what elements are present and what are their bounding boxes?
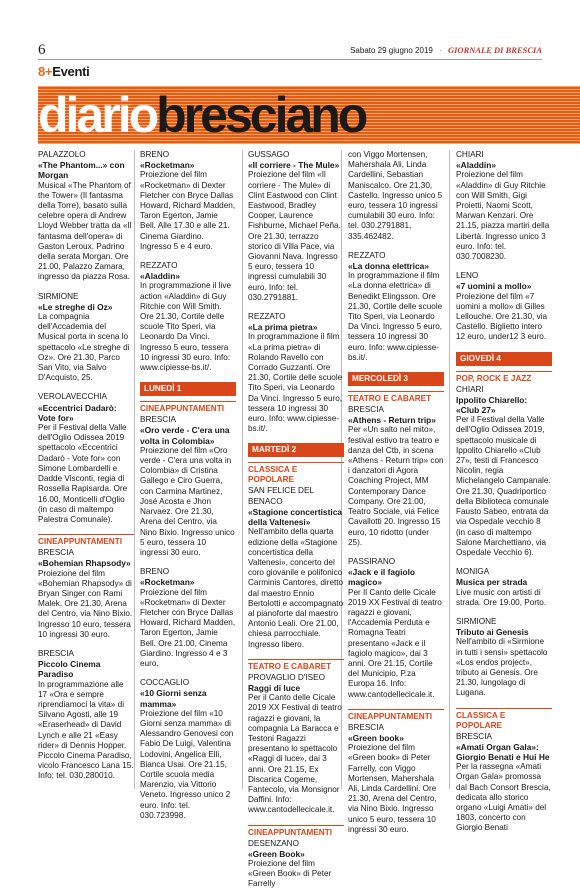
- listings-columns: [38, 150, 580, 889]
- event-location: MONIGA: [456, 567, 490, 577]
- event-listing: [140, 567, 236, 669]
- event-listing: [38, 392, 134, 525]
- event-description: Proiezione del film «Green book» di Peter Farrelly, con Viggo Mortensen, Mahershala Ali, Linda Cardellini. Ore 21.30, Arena del Centro, via Nino Bixio. Ingresso unico 5 euro, tessera 10 ingressi 30 euro.: [348, 743, 437, 834]
- event-location: GUSSAGO: [248, 150, 290, 159]
- event-listing: [140, 150, 236, 252]
- event-location: REZZATO: [348, 250, 386, 260]
- event-title: «Jack e il fagiolo magico»: [348, 567, 416, 588]
- category-header: TEATRO E CABARET: [248, 659, 344, 672]
- event-description: Per il Festival della Valle dell'Oglio Odissea 2019 spettacolo «Eccentrici Dadarò - Vote for» con Simone Lombardelli e Dadde Visconti, regia di Rossella Rapisarda. Ore 16.00, Monticelli d'Oglio (in caso di maltempo Palestra Comunale).: [38, 423, 128, 524]
- category-header: CINEAPPUNTAMENTI: [248, 825, 344, 838]
- event-listing: [348, 372, 444, 548]
- event-description: In programmazione il film «La prima pietra» di Rolando Ravello con Corrado Guzzanti. Ore 21.30, Cortile delle scuole Tito Speri, via Leonardo Da Vinci. Ingresso 5 euro, tessera 10 ingressi 30 euro. Info: www.cipiesse-bs.it/.: [248, 332, 343, 434]
- event-listing: [38, 292, 134, 384]
- event-listing: [140, 261, 236, 373]
- event-title: «The Phantom...» con Morgan: [38, 160, 125, 181]
- event-title: «La prima pietra»: [248, 322, 318, 333]
- event-title: Tributo ai Genesis: [456, 627, 529, 638]
- listing-column-3: [248, 150, 344, 889]
- event-location: VEROLAVECCHIA: [38, 392, 108, 402]
- category-header: TEATRO E CABARET: [348, 391, 444, 404]
- event-listing: [456, 352, 552, 558]
- event-description: Per «Un salto nel mito», festival estivo tra teatro e danza del Ctb, in scena «Athens - Return trip» con i danzatori di Agora Coaching Project, MM Contemporary Dance Company. Ore 21.00, Teatro Sociale, via Felice Cavallotti 20. Ingresso 15 euro, 10 ridotto (under 25).: [348, 425, 444, 547]
- event-title: «Il corriere - The Mule»: [248, 160, 340, 171]
- event-location: DESENZANO: [248, 838, 299, 848]
- event-description: Musical «The Phantom of the Tower» (Il fantasma della Torre), basato sulla celebre opera di Andrew Lloyd Webber tratta da «Il fantasma dell'opera» di Gaston Leroux. Padrino della serata Morgan. Ore 21.00, Palazzo Zamara, ingresso da piazza Rosa.: [38, 180, 132, 282]
- page-number: 6: [38, 42, 46, 58]
- event-description: Proiezione del film «10 Giorni senza mamma» di Alessandro Genovesi con Fabio De Luigi, Valentina Lodovini, Angelica Elli, Bianca Usai. Ore 21.15, Cortile scuola media Marenzio, via Vittorio Veneto. Ingresso unico 2 euro. Info: tel. 030.723998.: [140, 708, 234, 820]
- event-listing: [248, 312, 344, 434]
- event-location: BRESCIA: [348, 405, 384, 415]
- category-header: CLASSICA E POPOLARE: [456, 708, 552, 731]
- event-location: BRENO: [140, 150, 170, 159]
- page-header: [38, 40, 542, 60]
- listing-column-1: [38, 150, 134, 799]
- event-title: Ippolito Chiarello: «Club 27»: [456, 394, 528, 416]
- event-listing: [140, 678, 236, 821]
- event-location: SIRMIONE: [456, 616, 497, 626]
- event-location: REZZATO: [140, 261, 178, 271]
- event-listing: [456, 708, 552, 834]
- event-listing: [456, 567, 552, 608]
- event-description: Proiezione del film «7 uomini a mollo» di Gilles Lellouche. Ore 21.30, via Castello. Biglietto intero 12 euro, under12 3 euro.: [456, 291, 548, 342]
- event-location: SIRMIONE: [38, 291, 79, 301]
- event-title: «Eccentrici Dadarò: Vote for»: [38, 402, 117, 423]
- event-title: «Bohemian Rhapsody»: [38, 558, 131, 569]
- day-header: GIOVEDÌ 4: [456, 352, 552, 366]
- event-location: PALAZZOLO: [38, 150, 86, 159]
- event-title: Raggi di luce: [248, 682, 301, 693]
- event-description: Per il Festival della Valle dell'Oglio Odissea 2019, spettacolo musicale di Ippolito Chiarello «Club 27», testi di Francesco Nicolin, regia Michelangelo Campanale. Ore 21.30, Quadriportico della Biblioteca comunale Fausto Sabeo, entrata da via Ospedale vecchio 8 (in caso di maltempo Salone Marchettiano, via Ospedale Vecchio 6).: [456, 415, 551, 557]
- event-listing: [248, 150, 344, 303]
- event-description: In programmazione alle 17 «Ora e sempre riprendiamoci la vita» di Silvano Agosti, alle 19 «Eraserhead» di David Lynch e alle 21 «Easy rider» di Dennis Hopper. Piccolo Cinema Paradiso, vicolo Francesco Lana 15. Info: tel. 030.280010.: [38, 679, 134, 781]
- event-location: COCCAGLIO: [140, 678, 190, 688]
- event-description: Live music con artisti di strada. Ore 19.00, Porto.: [456, 587, 547, 607]
- event-listing: [38, 150, 134, 283]
- event-listing: [38, 649, 134, 782]
- event-title: «Amati Organ Gala»: Giorgio Benati e Hui He: [456, 741, 550, 762]
- section-label: [38, 64, 89, 79]
- event-location: REZZATO: [248, 312, 286, 322]
- banner-word-bresciano: bresciano: [156, 87, 366, 143]
- event-location: CHIARI: [456, 150, 484, 159]
- event-title: «La donna elettrica»: [348, 261, 429, 272]
- event-location: LENO: [456, 271, 479, 281]
- header-info: [350, 45, 542, 55]
- day-header: MERCOLEDÌ 3: [348, 372, 444, 386]
- listing-column-2: [140, 150, 236, 820]
- day-header: MARTEDÌ 2: [248, 443, 344, 457]
- event-description: Nell'ambito di «Sirmione in tutti i sensi» spettacolo «Los endos project», tributo ai Genesis. Ore 21.30, lungolago di Lugana.: [456, 637, 548, 698]
- event-description: con Viggo Mortensen, Mahershala Ali, Linda Cardellini, Sebastian Maniscalco. Ore 21.30, Castello. Ingresso unico 5 euro, tessera 10 ingressi cumulabili 30 euro. Info: tel. 030.2791881, 335.462482.: [348, 150, 443, 241]
- event-title: «10 Giorni senza mamma»: [140, 688, 207, 709]
- newspaper-name: GIORNALE DI BRESCIA: [447, 45, 542, 55]
- event-title: «Athens - Return trip»: [348, 415, 436, 426]
- event-description: Per il Canto delle Cicale 2019 XX Festival di teatro ragazzi e giovani, la compagnia La Baracca e Testoni Ragazzi presentano lo spettacolo «Raggi di luce», dai 3 anni. Ore 21.15, Ex Discarica Cogeme, Fantecolo, via Monsignor Daffini. Info: www.cantodellecicale.it.: [248, 693, 342, 815]
- event-title: «Aladdin»: [456, 160, 497, 171]
- category-header: CINEAPPUNTAMENTI: [140, 401, 236, 414]
- event-listing: [248, 443, 344, 649]
- event-description: Per la rassegna «Amati Organ Gala» promossa dal Bach Consort Brescia, dedicata allo storico organo «Luigi Amati» del 1803, concerto con Giorgio Benati: [456, 762, 551, 833]
- event-description: Proiezione del film «Rocketman» di Dexter Fletcher con Bryce Dallas Howard, Richard Madden, Taron Egerton, Jamie Bell. Ore 21.00, Cinema Giardino. Ingresso 4 e 3 euro.: [140, 587, 236, 668]
- banner-title: [38, 86, 365, 144]
- event-listing: [38, 534, 134, 640]
- event-title: Musica per strada: [456, 577, 528, 588]
- issue-date: Sabato 29 giugno 2019: [350, 46, 433, 55]
- category-header: CINEAPPUNTAMENTI: [348, 709, 444, 722]
- event-title: «Aladdin»: [140, 271, 181, 282]
- event-description: Proiezione del film «Il corriere - The Mule» di Clint Eastwood con Clint Eastwood, Bradley Cooper, Laurence Fishburne, Michael Peña. Ore 21.30, terrazzo storico di Villa Pace, via Giovanni Nava. Ingresso 5 euro, tessera 10 ingressi cumulabili 30 euro. Info: tel. 030.2791881.: [248, 170, 341, 302]
- listing-column-4: [348, 150, 444, 834]
- event-title: «Green Book»: [248, 848, 305, 859]
- event-location: BRESCIA: [140, 415, 176, 425]
- event-title: «7 uomini a mollo»: [456, 281, 532, 292]
- event-listing: [348, 150, 444, 242]
- event-description: In programmazione il film «La donna elettrica» di Benedikt Elingsson. Ore 21.30, Cortile delle scuole Tito Speri, via Leonardo Da Vinci. Ingresso 5 euro, tessera 10 ingressi 30 euro. Info: www.cipiesse-bs.it/.: [348, 271, 443, 362]
- event-listing: [456, 271, 552, 342]
- event-listing: [348, 251, 444, 363]
- event-location: BRESCIA: [456, 731, 492, 741]
- event-title: «Le streghe di Oz»: [38, 301, 113, 312]
- day-header: LUNEDÌ 1: [140, 382, 236, 396]
- event-location: CHIARI: [456, 384, 484, 394]
- event-listing: [140, 382, 236, 558]
- event-title: «Oro verde - C'era una volta in Colombia»: [140, 425, 230, 446]
- category-header: POP, ROCK E JAZZ: [456, 371, 552, 384]
- event-listing: [456, 150, 552, 262]
- section-name: Eventi: [52, 64, 90, 79]
- event-title: «Rocketman»: [140, 160, 195, 171]
- event-title: «Rocketman»: [140, 577, 195, 588]
- event-location: PASSIRANO: [348, 556, 396, 566]
- listing-column-5: [456, 150, 552, 833]
- event-location: BRENO: [140, 567, 170, 577]
- event-description: Proiezione del film «Aladdin» di Guy Ritchie con Will Smith, Gigi Proietti, Naomi Scott, Marwan Kenzari. Ore 21.15, piazza martiri della Libertà. Ingresso unico 3 euro. Info: tel. 030.7008230.: [456, 170, 550, 262]
- event-description: Proiezione del film «Oro verde - C'era una volta in Colombia» di Cristina Gallego e Ciro Guerra, con Carmina Martinez, José Acosta e Jhon Narvaez. Ore 21.30, Arena del Centro, via Nino Bixio. Ingresso unico 5 euro, tessera 10 ingressi 30 euro.: [140, 445, 235, 557]
- event-description: Proiezione del film «Bohemian Rhapsody» di Bryan Singer con Rami Malek. Ore 21.30, Arena del Centro, via Nino Bixio. Ingresso 10 euro, tessera 10 ingressi 30 euro.: [38, 568, 133, 639]
- header-separator: ·: [439, 46, 442, 55]
- event-listing: [348, 709, 444, 835]
- event-description: In programmazione il live action «Aladdin» di Guy Ritchie con Will Smith. Ore 21.30, Cortile delle scuole Tito Speri, via Leonardo Da Vinci. Ingresso 5 euro, tessera 10 ingressi 30 euro. Info: www.cipiesse-bs.it/.: [140, 281, 232, 373]
- event-listing: [248, 825, 344, 890]
- event-location: BRESCIA: [38, 548, 74, 558]
- event-location: BRESCIA: [38, 648, 74, 658]
- event-title: «Green book»: [348, 732, 404, 743]
- event-listing: [348, 557, 444, 700]
- event-title: «Stagione concertistica della Valtenesi»: [248, 506, 343, 528]
- event-listing: [248, 659, 344, 816]
- event-description: La compagnia dell'Accademia del Musical porta in scena lo spettacolo «Le streghe di Oz». Ore 21.30, Parco San Vito, via Salvo D'Acquisto, 25.: [38, 312, 130, 383]
- event-description: Proiezione del film «Green Book» di Peter Farrelly: [248, 858, 332, 889]
- event-location: BRESCIA: [348, 722, 384, 732]
- event-location: SAN FELICE DEL BENACO: [248, 486, 314, 506]
- section-mark-icon: 8+: [38, 64, 53, 79]
- event-description: Per Il Canto delle Cicale 2019 XX Festival di teatro ragazzi e giovani, l'Accademia Perduta e Romagna Teatri presentano «Jack e il fagiolo magico», dai 3 anni. Ore 21.15, Cortile del Municipio, P.za Europa 16. Info: www.cantodellecicale.it.: [348, 587, 442, 699]
- event-location: PROVAGLIO D'ISEO: [248, 672, 325, 682]
- event-listing: [456, 617, 552, 699]
- banner-word-diario: diario: [38, 87, 157, 143]
- diario-banner: [38, 86, 580, 144]
- category-header: CLASSICA E POPOLARE: [248, 462, 344, 485]
- event-title: Piccolo Cinema Paradiso: [38, 659, 101, 680]
- event-description: Proiezione del film «Rocketman» di Dexter Fletcher con Bryce Dallas Howard, Richard Madden, Taron Egerton, Jamie Bell. Alle 17.30 e alle 21. Cinema Giardino. Ingresso 5 e 4 euro.: [140, 170, 236, 251]
- event-description: Nell'ambito della quarta edizione della «Stagione concertistica della Valtenesi», concerto del coro giovanile e polifonico Carminis Cantores, diretto dal maestro Ennio Bertolotti e accompagnato al pianoforte dal maestro Antonio Leali. Ore 21.00, chiesa parrocchiale. Ingresso libero.: [248, 527, 344, 649]
- category-header: CINEAPPUNTAMENTI: [38, 534, 134, 547]
